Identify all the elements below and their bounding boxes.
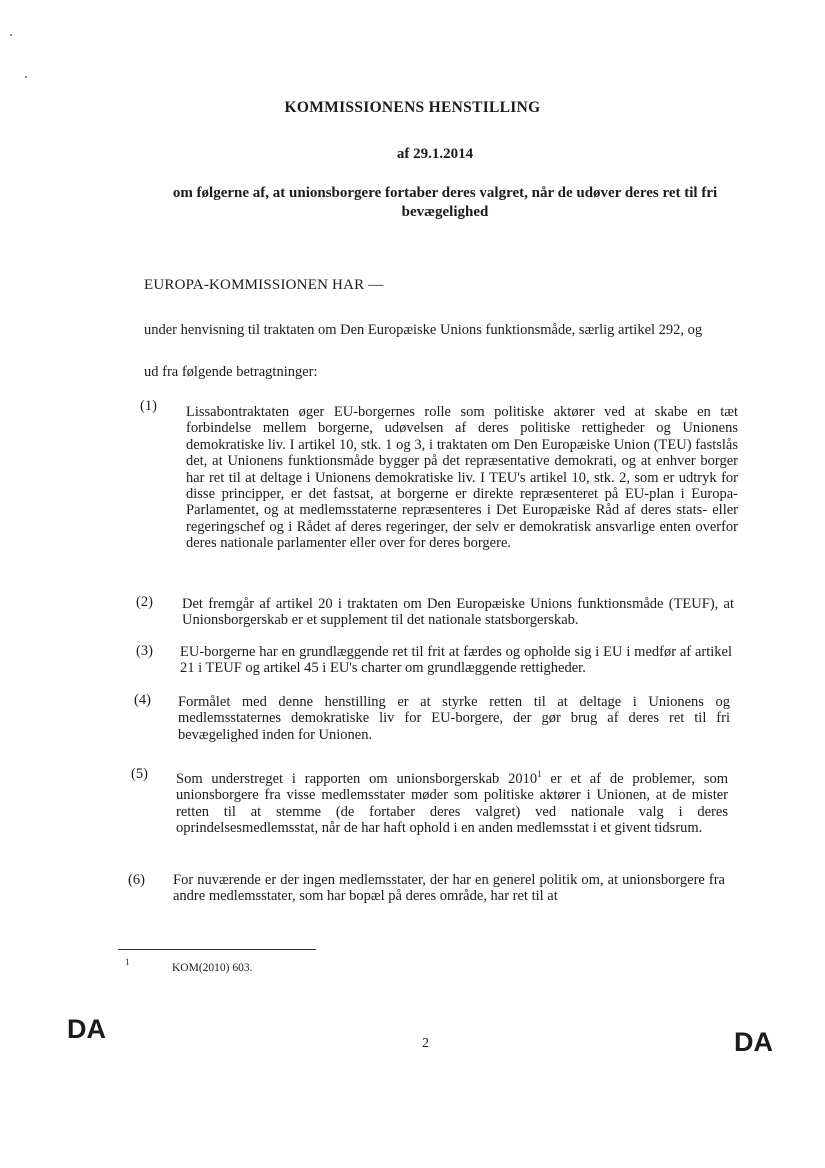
footnote-text: KOM(2010) 603. [172,962,253,974]
recital-text: For nuværende er der ingen medlemsstater, der har en generel politik om, at unionsborgere fra andre medlemsstater, som har bopæl på deres område, har ret til at [173,872,725,905]
recital-number: (2) [136,594,153,610]
recital-text-part: Som understreget i rapporten om unionsborgerskab 2010 [176,770,538,787]
page-number: 2 [422,1036,429,1051]
language-mark-right: DA [734,1027,773,1057]
recital-text: EU-borgerne har en grundlæggende ret til frit at færdes og opholde sig i EU i medfør af artikel 21 i TEUF og artikel 45 i EU's charter om grundlæggende rettigheder. [180,644,732,677]
document-date: af 29.1.2014 [396,146,474,162]
intro-paragraph: under henvisning til traktaten om Den Europæiske Unions funktionsmåde, særlig artikel 292, og [144,322,703,338]
footnote-reference: 1 [537,769,542,779]
recital-text: Lissabontraktaten øger EU-borgernes rolle som politiske aktører ved at skabe en tæt forbindelse mellem borgerne, udøvelsen af deres politiske rettigheder og Unionens demokratiske liv. I artikel 10, stk. 1 og 3, i traktaten om Den Europæiske Union (TEU) fastslås det, at Unionens funktionsmåde bygger på det repræsentative demokrati, og at enhver borger har ret til at deltage i Unionens demokratiske liv. I TEU's artikel 10, stk. 2, som er udtryk for disse principper, er det fastsat, at borgerne er direkte repræsenteret på EU-plan i Europa-Parlamentet, og at medlemsstaterne repræsenteres i Det Europæiske Råd af deres stats- eller regeringschef og i Rådet af deres regeringer, der selv er demokratisk ansvarlige enten overfor deres nationale parlamenter eller over for deres borgere. [186,404,738,552]
section-heading: EUROPA-KOMMISSIONEN HAR — [144,277,384,293]
recital-number: (3) [136,643,153,659]
recital-number: (6) [128,872,145,888]
recital-number: (5) [131,766,148,782]
scan-speck [10,34,12,36]
scan-speck [25,76,27,78]
document-subtitle: om følgerne af, at unionsborgere fortaber deres valgret, når de udøver deres ret til fri bevægelighed [172,185,718,220]
language-mark-left: DA [67,1014,106,1044]
recital-text: Det fremgår af artikel 20 i traktaten om Den Europæiske Unions funktionsmåde (TEUF), at Unionsborgerskab er et supplement til det nationale statsborgerskab. [182,596,734,629]
footnote-number: 1 [125,957,130,967]
recital-number: (4) [134,692,151,708]
footnote-separator [118,949,316,950]
intro-considerations: ud fra følgende betragtninger: [144,364,318,380]
document-title: KOMMISSIONENS HENSTILLING [284,99,541,116]
recital-text: Formålet med denne henstilling er at styrke retten til at deltage i Unionens og medlemsstaternes demokratiske liv for EU-borgere, der gør brug af deres ret til fri bevægelighed inden for Unionen. [178,694,730,743]
recital-number: (1) [140,398,157,414]
recital-text [176,766,728,836]
recital-text-part: er et af de problemer, som unionsborgere fra visse medlemsstater møder som politiske aktører i Unionen, at de mister retten til at stemme (de fortaber deres valgret) ved nationale valg i deres oprindelsesmedlemsstat, når de har haft ophold i en anden medlemsstat i et givent tidsrum. [176,770,728,837]
